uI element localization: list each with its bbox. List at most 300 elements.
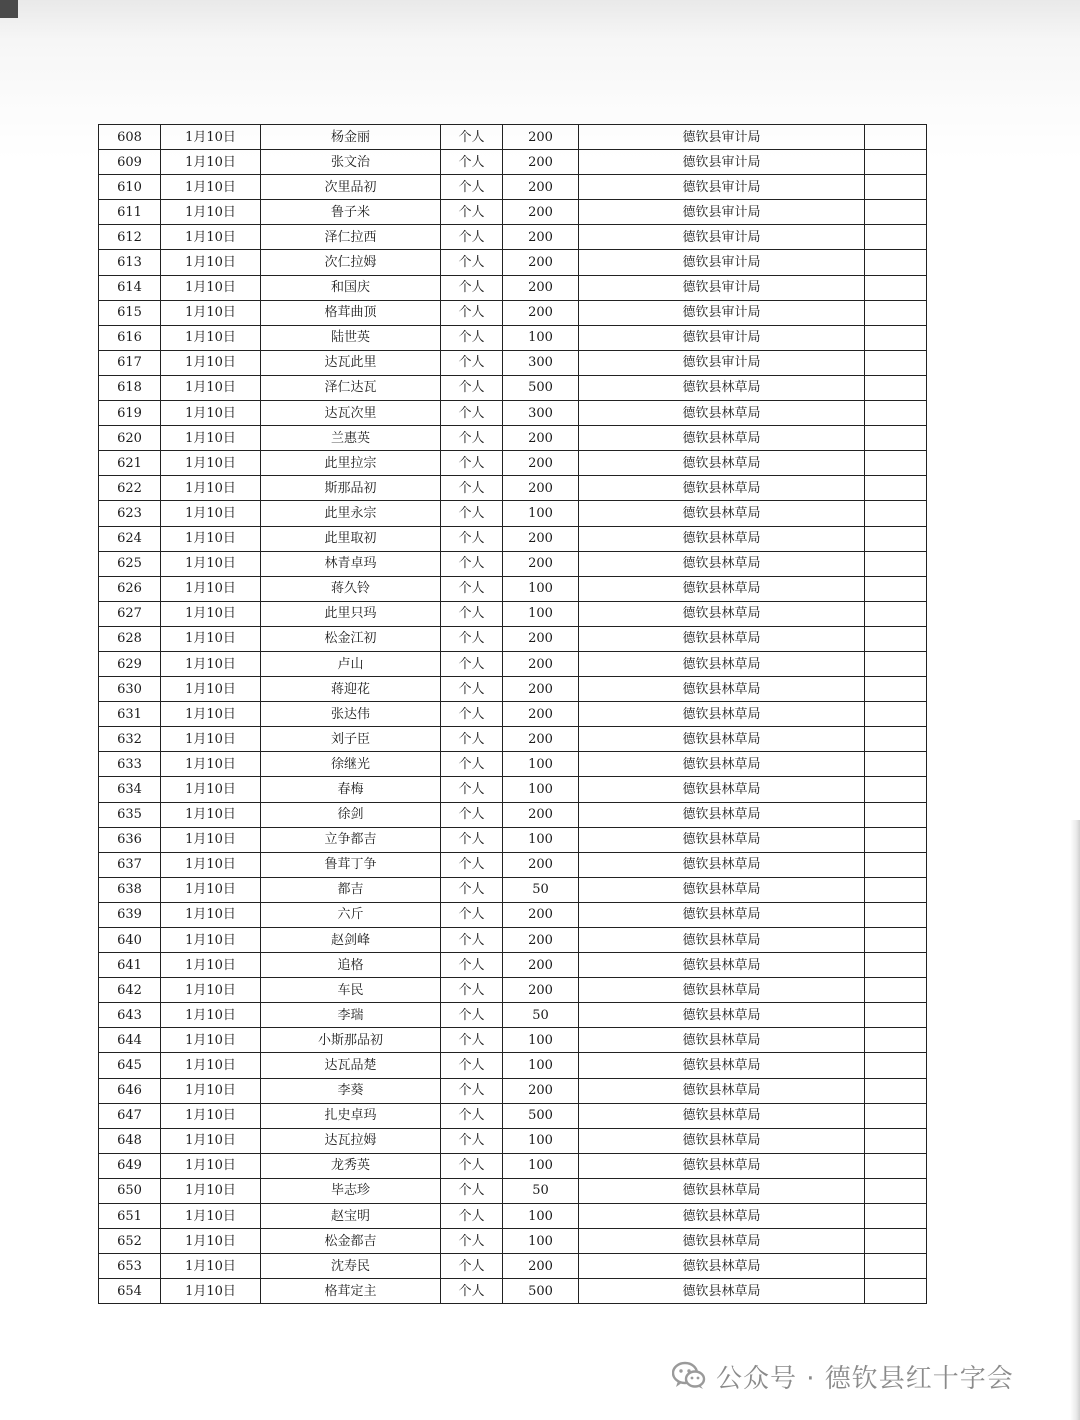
- table-row: [99, 752, 927, 777]
- table-row: [99, 576, 927, 601]
- donation-amount: 500: [503, 375, 579, 400]
- row-number: 643: [99, 1003, 161, 1028]
- remarks-cell: [865, 1204, 927, 1229]
- row-number: 638: [99, 877, 161, 902]
- row-date: 1月10日: [161, 928, 261, 953]
- donation-amount: 200: [503, 727, 579, 752]
- donor-organization: 德钦县林草局: [579, 1028, 865, 1053]
- remarks-cell: [865, 150, 927, 175]
- table-row: [99, 350, 927, 375]
- remarks-cell: [865, 551, 927, 576]
- donor-organization: 德钦县林草局: [579, 1204, 865, 1229]
- row-date: 1月10日: [161, 150, 261, 175]
- donor-organization: 德钦县林草局: [579, 375, 865, 400]
- table-row: [99, 677, 927, 702]
- donor-type: 个人: [441, 1078, 503, 1103]
- table-row: [99, 601, 927, 626]
- donor-organization: 德钦县审计局: [579, 175, 865, 200]
- row-number: 610: [99, 175, 161, 200]
- remarks-cell: [865, 1028, 927, 1053]
- donor-organization: 德钦县审计局: [579, 325, 865, 350]
- donor-organization: 德钦县林草局: [579, 827, 865, 852]
- row-number: 631: [99, 702, 161, 727]
- donation-amount: 200: [503, 275, 579, 300]
- donor-organization: 德钦县林草局: [579, 1178, 865, 1203]
- table-row: [99, 426, 927, 451]
- donor-organization: 德钦县审计局: [579, 225, 865, 250]
- row-date: 1月10日: [161, 1103, 261, 1128]
- donation-amount: 200: [503, 802, 579, 827]
- donor-name: 松金都吉: [261, 1229, 441, 1254]
- row-date: 1月10日: [161, 702, 261, 727]
- row-number: 642: [99, 978, 161, 1003]
- row-date: 1月10日: [161, 1078, 261, 1103]
- donation-amount: 200: [503, 626, 579, 651]
- donor-name: 龙秀英: [261, 1153, 441, 1178]
- donor-name: 和国庆: [261, 275, 441, 300]
- donor-organization: 德钦县林草局: [579, 877, 865, 902]
- row-number: 620: [99, 426, 161, 451]
- row-date: 1月10日: [161, 250, 261, 275]
- remarks-cell: [865, 426, 927, 451]
- remarks-cell: [865, 928, 927, 953]
- remarks-cell: [865, 802, 927, 827]
- donation-amount: 100: [503, 325, 579, 350]
- donor-organization: 德钦县林草局: [579, 426, 865, 451]
- donor-name: 次里品初: [261, 175, 441, 200]
- row-date: 1月10日: [161, 677, 261, 702]
- remarks-cell: [865, 1078, 927, 1103]
- donor-type: 个人: [441, 626, 503, 651]
- donor-type: 个人: [441, 1153, 503, 1178]
- table-row: [99, 401, 927, 426]
- donor-type: 个人: [441, 451, 503, 476]
- donation-amount: 100: [503, 1053, 579, 1078]
- donor-name: 扎史卓玛: [261, 1103, 441, 1128]
- row-date: 1月10日: [161, 953, 261, 978]
- row-number: 645: [99, 1053, 161, 1078]
- donor-type: 个人: [441, 677, 503, 702]
- row-number: 654: [99, 1279, 161, 1304]
- remarks-cell: [865, 1178, 927, 1203]
- donation-amount: 200: [503, 175, 579, 200]
- donor-organization: 德钦县林草局: [579, 777, 865, 802]
- donor-name: 徐剑: [261, 802, 441, 827]
- donor-organization: 德钦县林草局: [579, 902, 865, 927]
- donation-amount: 300: [503, 350, 579, 375]
- remarks-cell: [865, 827, 927, 852]
- row-number: 646: [99, 1078, 161, 1103]
- donor-type: 个人: [441, 827, 503, 852]
- donor-type: 个人: [441, 702, 503, 727]
- remarks-cell: [865, 576, 927, 601]
- row-number: 623: [99, 501, 161, 526]
- table-row: [99, 1254, 927, 1279]
- donation-amount: 200: [503, 200, 579, 225]
- donor-organization: 德钦县林草局: [579, 451, 865, 476]
- row-number: 630: [99, 677, 161, 702]
- donor-organization: 德钦县林草局: [579, 476, 865, 501]
- remarks-cell: [865, 1053, 927, 1078]
- row-number: 618: [99, 375, 161, 400]
- donor-type: 个人: [441, 651, 503, 676]
- donor-name: 格茸定主: [261, 1279, 441, 1304]
- donor-name: 张达伟: [261, 702, 441, 727]
- row-number: 629: [99, 651, 161, 676]
- donor-organization: 德钦县审计局: [579, 300, 865, 325]
- donor-type: 个人: [441, 275, 503, 300]
- row-date: 1月10日: [161, 902, 261, 927]
- donor-name: 达瓦次里: [261, 401, 441, 426]
- donor-type: 个人: [441, 1053, 503, 1078]
- table-row: [99, 250, 927, 275]
- row-number: 637: [99, 852, 161, 877]
- donation-table-body: [99, 125, 927, 1304]
- donor-type: 个人: [441, 350, 503, 375]
- donor-organization: 德钦县审计局: [579, 350, 865, 375]
- remarks-cell: [865, 1103, 927, 1128]
- row-date: 1月10日: [161, 877, 261, 902]
- table-row: [99, 727, 927, 752]
- row-number: 611: [99, 200, 161, 225]
- donor-name: 兰惠英: [261, 426, 441, 451]
- table-row: [99, 978, 927, 1003]
- donor-name: 林青卓玛: [261, 551, 441, 576]
- donor-organization: 德钦县林草局: [579, 1003, 865, 1028]
- donor-name: 徐继光: [261, 752, 441, 777]
- remarks-cell: [865, 877, 927, 902]
- table-row: [99, 1204, 927, 1229]
- table-row: [99, 1279, 927, 1304]
- donor-type: 个人: [441, 1178, 503, 1203]
- donation-amount: 200: [503, 1254, 579, 1279]
- donation-amount: 200: [503, 526, 579, 551]
- row-date: 1月10日: [161, 777, 261, 802]
- watermark: [672, 1354, 1014, 1398]
- table-row: [99, 802, 927, 827]
- donor-type: 个人: [441, 325, 503, 350]
- row-date: 1月10日: [161, 1279, 261, 1304]
- remarks-cell: [865, 476, 927, 501]
- remarks-cell: [865, 225, 927, 250]
- donation-amount: 100: [503, 1204, 579, 1229]
- donor-type: 个人: [441, 300, 503, 325]
- donor-type: 个人: [441, 752, 503, 777]
- row-date: 1月10日: [161, 802, 261, 827]
- donor-organization: 德钦县审计局: [579, 200, 865, 225]
- donor-name: 杨金丽: [261, 125, 441, 150]
- remarks-cell: [865, 702, 927, 727]
- table-row: [99, 702, 927, 727]
- donor-type: 个人: [441, 1028, 503, 1053]
- donor-type: 个人: [441, 1128, 503, 1153]
- donation-amount: 200: [503, 702, 579, 727]
- donation-table: [98, 124, 927, 1304]
- row-date: 1月10日: [161, 426, 261, 451]
- wechat-icon: [672, 1361, 706, 1391]
- scan-corner-mark: [0, 0, 18, 18]
- donation-amount: 100: [503, 601, 579, 626]
- donation-amount: 50: [503, 1003, 579, 1028]
- donor-name: 斯那品初: [261, 476, 441, 501]
- donor-organization: 德钦县林草局: [579, 1229, 865, 1254]
- donation-amount: 100: [503, 576, 579, 601]
- remarks-cell: [865, 275, 927, 300]
- row-number: 626: [99, 576, 161, 601]
- donation-amount: 200: [503, 125, 579, 150]
- donor-name: 车民: [261, 978, 441, 1003]
- remarks-cell: [865, 953, 927, 978]
- donor-organization: 德钦县林草局: [579, 501, 865, 526]
- donor-type: 个人: [441, 902, 503, 927]
- donor-organization: 德钦县林草局: [579, 1053, 865, 1078]
- row-date: 1月10日: [161, 451, 261, 476]
- table-row: [99, 275, 927, 300]
- row-number: 640: [99, 928, 161, 953]
- table-row: [99, 626, 927, 651]
- donation-amount: 100: [503, 501, 579, 526]
- donation-amount: 100: [503, 777, 579, 802]
- row-date: 1月10日: [161, 275, 261, 300]
- donation-amount: 200: [503, 250, 579, 275]
- donor-organization: 德钦县林草局: [579, 401, 865, 426]
- table-row: [99, 777, 927, 802]
- row-date: 1月10日: [161, 1028, 261, 1053]
- row-date: 1月10日: [161, 626, 261, 651]
- remarks-cell: [865, 200, 927, 225]
- row-number: 641: [99, 953, 161, 978]
- donor-type: 个人: [441, 877, 503, 902]
- donor-type: 个人: [441, 426, 503, 451]
- donation-amount: 100: [503, 1229, 579, 1254]
- table-row: [99, 125, 927, 150]
- donor-name: 鲁茸丁争: [261, 852, 441, 877]
- donor-name: 达瓦品楚: [261, 1053, 441, 1078]
- donation-amount: 100: [503, 1028, 579, 1053]
- donor-organization: 德钦县林草局: [579, 802, 865, 827]
- remarks-cell: [865, 175, 927, 200]
- row-number: 647: [99, 1103, 161, 1128]
- donation-amount: 200: [503, 225, 579, 250]
- remarks-cell: [865, 1003, 927, 1028]
- remarks-cell: [865, 651, 927, 676]
- remarks-cell: [865, 752, 927, 777]
- donation-amount: 200: [503, 953, 579, 978]
- table-row: [99, 1103, 927, 1128]
- row-number: 614: [99, 275, 161, 300]
- donor-name: 春梅: [261, 777, 441, 802]
- row-date: 1月10日: [161, 175, 261, 200]
- remarks-cell: [865, 902, 927, 927]
- donor-organization: 德钦县审计局: [579, 275, 865, 300]
- donor-organization: 德钦县林草局: [579, 526, 865, 551]
- row-date: 1月10日: [161, 1128, 261, 1153]
- row-date: 1月10日: [161, 576, 261, 601]
- row-date: 1月10日: [161, 501, 261, 526]
- donor-type: 个人: [441, 250, 503, 275]
- donor-name: 追格: [261, 953, 441, 978]
- donor-type: 个人: [441, 928, 503, 953]
- row-number: 621: [99, 451, 161, 476]
- row-date: 1月10日: [161, 1153, 261, 1178]
- donation-amount: 50: [503, 1178, 579, 1203]
- donor-organization: 德钦县林草局: [579, 702, 865, 727]
- watermark-text: 公众号 · 德钦县红十字会: [716, 1363, 1014, 1394]
- donor-type: 个人: [441, 953, 503, 978]
- row-number: 636: [99, 827, 161, 852]
- row-date: 1月10日: [161, 200, 261, 225]
- donor-type: 个人: [441, 802, 503, 827]
- donor-type: 个人: [441, 576, 503, 601]
- row-number: 634: [99, 777, 161, 802]
- row-number: 627: [99, 601, 161, 626]
- row-date: 1月10日: [161, 225, 261, 250]
- row-number: 652: [99, 1229, 161, 1254]
- remarks-cell: [865, 250, 927, 275]
- donor-type: 个人: [441, 200, 503, 225]
- row-number: 624: [99, 526, 161, 551]
- remarks-cell: [865, 375, 927, 400]
- donor-organization: 德钦县林草局: [579, 651, 865, 676]
- donor-type: 个人: [441, 852, 503, 877]
- table-row: [99, 1178, 927, 1203]
- remarks-cell: [865, 325, 927, 350]
- row-date: 1月10日: [161, 601, 261, 626]
- donor-type: 个人: [441, 501, 503, 526]
- remarks-cell: [865, 1229, 927, 1254]
- row-number: 609: [99, 150, 161, 175]
- row-date: 1月10日: [161, 300, 261, 325]
- row-date: 1月10日: [161, 1053, 261, 1078]
- donation-amount: 200: [503, 651, 579, 676]
- donation-amount: 200: [503, 426, 579, 451]
- donor-name: 达瓦此里: [261, 350, 441, 375]
- donor-organization: 德钦县审计局: [579, 150, 865, 175]
- row-date: 1月10日: [161, 752, 261, 777]
- remarks-cell: [865, 451, 927, 476]
- donor-name: 泽仁拉西: [261, 225, 441, 250]
- row-number: 644: [99, 1028, 161, 1053]
- row-date: 1月10日: [161, 1003, 261, 1028]
- row-date: 1月10日: [161, 1254, 261, 1279]
- table-row: [99, 476, 927, 501]
- remarks-cell: [865, 601, 927, 626]
- row-number: 639: [99, 902, 161, 927]
- donation-amount: 100: [503, 1128, 579, 1153]
- donor-organization: 德钦县林草局: [579, 1254, 865, 1279]
- table-row: [99, 953, 927, 978]
- row-number: 613: [99, 250, 161, 275]
- row-date: 1月10日: [161, 526, 261, 551]
- donor-organization: 德钦县林草局: [579, 551, 865, 576]
- row-number: 648: [99, 1128, 161, 1153]
- table-row: [99, 150, 927, 175]
- row-number: 625: [99, 551, 161, 576]
- remarks-cell: [865, 526, 927, 551]
- donor-name: 李葵: [261, 1078, 441, 1103]
- donor-organization: 德钦县林草局: [579, 1078, 865, 1103]
- donor-type: 个人: [441, 1003, 503, 1028]
- donor-organization: 德钦县林草局: [579, 677, 865, 702]
- donor-type: 个人: [441, 601, 503, 626]
- donation-amount: 200: [503, 677, 579, 702]
- table-row: [99, 225, 927, 250]
- donation-amount: 200: [503, 451, 579, 476]
- row-number: 617: [99, 350, 161, 375]
- remarks-cell: [865, 777, 927, 802]
- donation-amount: 200: [503, 852, 579, 877]
- donor-name: 李瑞: [261, 1003, 441, 1028]
- donor-type: 个人: [441, 1229, 503, 1254]
- row-number: 628: [99, 626, 161, 651]
- donor-type: 个人: [441, 1103, 503, 1128]
- donor-organization: 德钦县林草局: [579, 978, 865, 1003]
- donor-name: 格茸曲顶: [261, 300, 441, 325]
- donor-organization: 德钦县林草局: [579, 1103, 865, 1128]
- remarks-cell: [865, 300, 927, 325]
- remarks-cell: [865, 626, 927, 651]
- table-row: [99, 200, 927, 225]
- donor-name: 蒋迎花: [261, 677, 441, 702]
- page-edge-shadow: [1070, 820, 1080, 1420]
- donation-amount: 100: [503, 827, 579, 852]
- donor-name: 刘子臣: [261, 727, 441, 752]
- row-number: 632: [99, 727, 161, 752]
- table-row: [99, 877, 927, 902]
- table-row: [99, 1153, 927, 1178]
- row-date: 1月10日: [161, 401, 261, 426]
- donation-amount: 200: [503, 928, 579, 953]
- row-number: 653: [99, 1254, 161, 1279]
- remarks-cell: [865, 978, 927, 1003]
- donor-name: 张文治: [261, 150, 441, 175]
- remarks-cell: [865, 125, 927, 150]
- donor-type: 个人: [441, 401, 503, 426]
- donor-type: 个人: [441, 1254, 503, 1279]
- donation-amount: 500: [503, 1103, 579, 1128]
- row-number: 622: [99, 476, 161, 501]
- donor-name: 毕志珍: [261, 1178, 441, 1203]
- row-date: 1月10日: [161, 476, 261, 501]
- donor-name: 小斯那品初: [261, 1028, 441, 1053]
- table-row: [99, 325, 927, 350]
- row-date: 1月10日: [161, 125, 261, 150]
- donor-organization: 德钦县林草局: [579, 626, 865, 651]
- table-row: [99, 1128, 927, 1153]
- donor-organization: 德钦县林草局: [579, 576, 865, 601]
- table-row: [99, 928, 927, 953]
- donor-type: 个人: [441, 175, 503, 200]
- donation-amount: 100: [503, 1153, 579, 1178]
- remarks-cell: [865, 501, 927, 526]
- row-date: 1月10日: [161, 1229, 261, 1254]
- donor-organization: 德钦县审计局: [579, 250, 865, 275]
- donor-name: 赵剑峰: [261, 928, 441, 953]
- table-row: [99, 300, 927, 325]
- remarks-cell: [865, 1254, 927, 1279]
- table-row: [99, 1229, 927, 1254]
- table-row: [99, 501, 927, 526]
- row-date: 1月10日: [161, 551, 261, 576]
- donation-amount: 200: [503, 551, 579, 576]
- table-row: [99, 526, 927, 551]
- donor-type: 个人: [441, 225, 503, 250]
- donor-name: 沈寿民: [261, 1254, 441, 1279]
- row-number: 612: [99, 225, 161, 250]
- table-row: [99, 375, 927, 400]
- donor-organization: 德钦县审计局: [579, 125, 865, 150]
- donation-amount: 200: [503, 978, 579, 1003]
